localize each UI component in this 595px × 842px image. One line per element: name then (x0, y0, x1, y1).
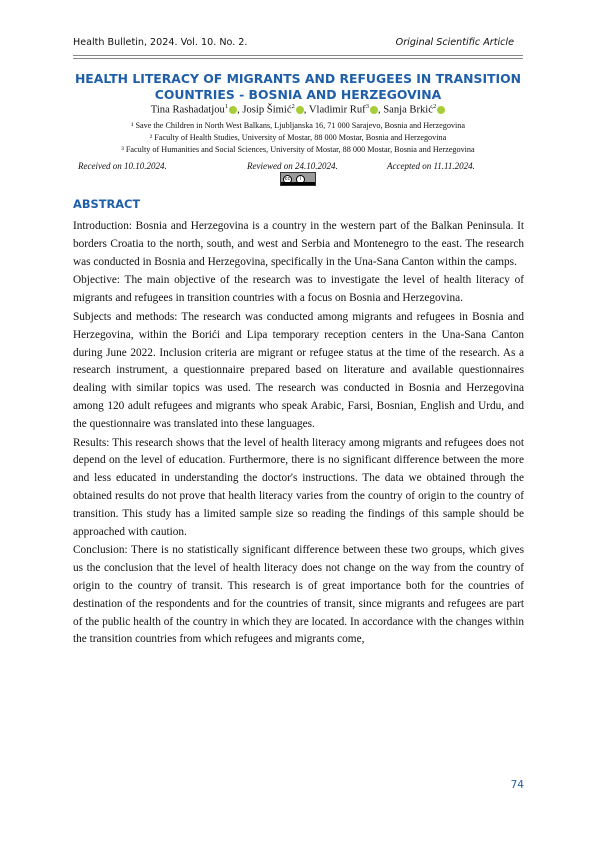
author-list: Tina Rashadatjou$^1$ , Josip Šimić$^2$ , Vladimir Ruf$^3$ , Sanja Brkić$^2$ (73, 103, 523, 116)
abstract-heading: ABSTRACT (73, 197, 141, 211)
author-affiliation-mark: 2 (291, 103, 295, 110)
orcid-icon[interactable] (296, 106, 304, 114)
affiliation: ³ Faculty of Humanities and Social Sciences, University of Mostar, 88 000 Mostar, Bosnia and Herzegovina (121, 145, 475, 154)
reviewed-date: Reviewed on 24.10.2024. (247, 161, 338, 171)
author-name: Josip Šimić (242, 104, 292, 116)
orcid-icon[interactable] (437, 106, 445, 114)
journal-header: Health Bulletin, 2024. Vol. 10. No. 2. (73, 37, 248, 48)
header-divider-secondary (73, 58, 523, 59)
abstract-body (73, 218, 524, 650)
author-affiliation-mark: 2 (432, 103, 437, 110)
affiliation: ¹ Save the Children in North West Balkans, Ljubljanska 16, 71 000 Sarajevo, Bosnia and Herzegovina (130, 121, 466, 130)
author-affiliation-mark: 3 (365, 103, 369, 110)
cc-license-badge[interactable] (280, 172, 316, 186)
article-title: HEALTH LITERACY OF MIGRANTS AND REFUGEES IN TRANSITION COUNTRIES - BOSNIA AND HERZEGOVINA (74, 71, 522, 102)
affiliation: ² Faculty of Health Studies, University of Mostar, 88 000 Mostar, Bosnia and Herzegovina (149, 133, 447, 142)
attribution-icon: i (296, 175, 305, 184)
license-bar (281, 182, 315, 185)
author-affiliation-mark: 1 (224, 103, 229, 110)
page-number: 74 (510, 779, 524, 791)
abstract-introduction: Introduction: Bosnia and Herzegovina is a country in the western part of the Balkan Peninsula. It borders Croatia to the north, south, and west and Serbia and Montenegro to the east. The research was conducted in Bosnia and Herzegovina, specifically in the Una-Sana Canton within the camps. (73, 220, 524, 268)
received-date: Received on 10.10.2024. (78, 161, 167, 171)
header-divider (73, 55, 523, 56)
orcid-icon[interactable] (229, 106, 237, 114)
article-type: Original Scientific Article (395, 37, 514, 48)
author-name: Tina Rashadatjou (150, 104, 225, 116)
abstract-methods: Subjects and methods: The research was conducted among migrants and refugees in Bosnia and Herzegovina, within the Borići and Lipa temporary reception centers in the Una-Sana Canton during June 2022. Inclusion criteria are migrant or refugee status at the time of the research. As a research instrument, a questionnaire prepared based on literature and available questionnaires dealing with similar topics was used. The research was conducted in Bosnia and Herzegovina among 120 adult refugees and migrants who speak Arabic, Farsi, Bosnian, English and Urdu, and the questionnaire was translated into these languages. (73, 310, 524, 430)
orcid-icon[interactable] (370, 106, 378, 114)
author-name: Vladimir Ruf (308, 104, 366, 116)
creative-commons-icon: cc (284, 176, 291, 182)
abstract-objective: Objective: The main objective of the research was to investigate the level of health literacy of migrants and refugees in transition countries with a focus on Bosnia and Herzegovina. (73, 274, 524, 305)
abstract-results: Results: This research shows that the level of health literacy among migrants and refugees does not depend on the level of education. Furthermore, there is no significant difference between the more and less educated in understanding the doctor's instructions. The data we obtained through the obtained results do not prove that health literacy varies from the country of origin to the country of transition. This study has a limited sample size so reading the findings of this sample should be approached with caution. (73, 436, 524, 538)
abstract-conclusion: Conclusion: There is no statistically significant difference between these two groups, which gives us the conclusion that the level of health literacy does not change on the way from the country of origin to the country of transit. This research is of great importance both for the countries of destination of the respondents and for the countries of transit, since migrants and refugees are part of the public health of the country in which they are located. In accordance with the changes within the transition countries from which refugees and migrants come, (73, 544, 524, 646)
accepted-date: Accepted on 11.11.2024. (387, 161, 475, 171)
author-name: Sanja Brkić (383, 104, 433, 116)
